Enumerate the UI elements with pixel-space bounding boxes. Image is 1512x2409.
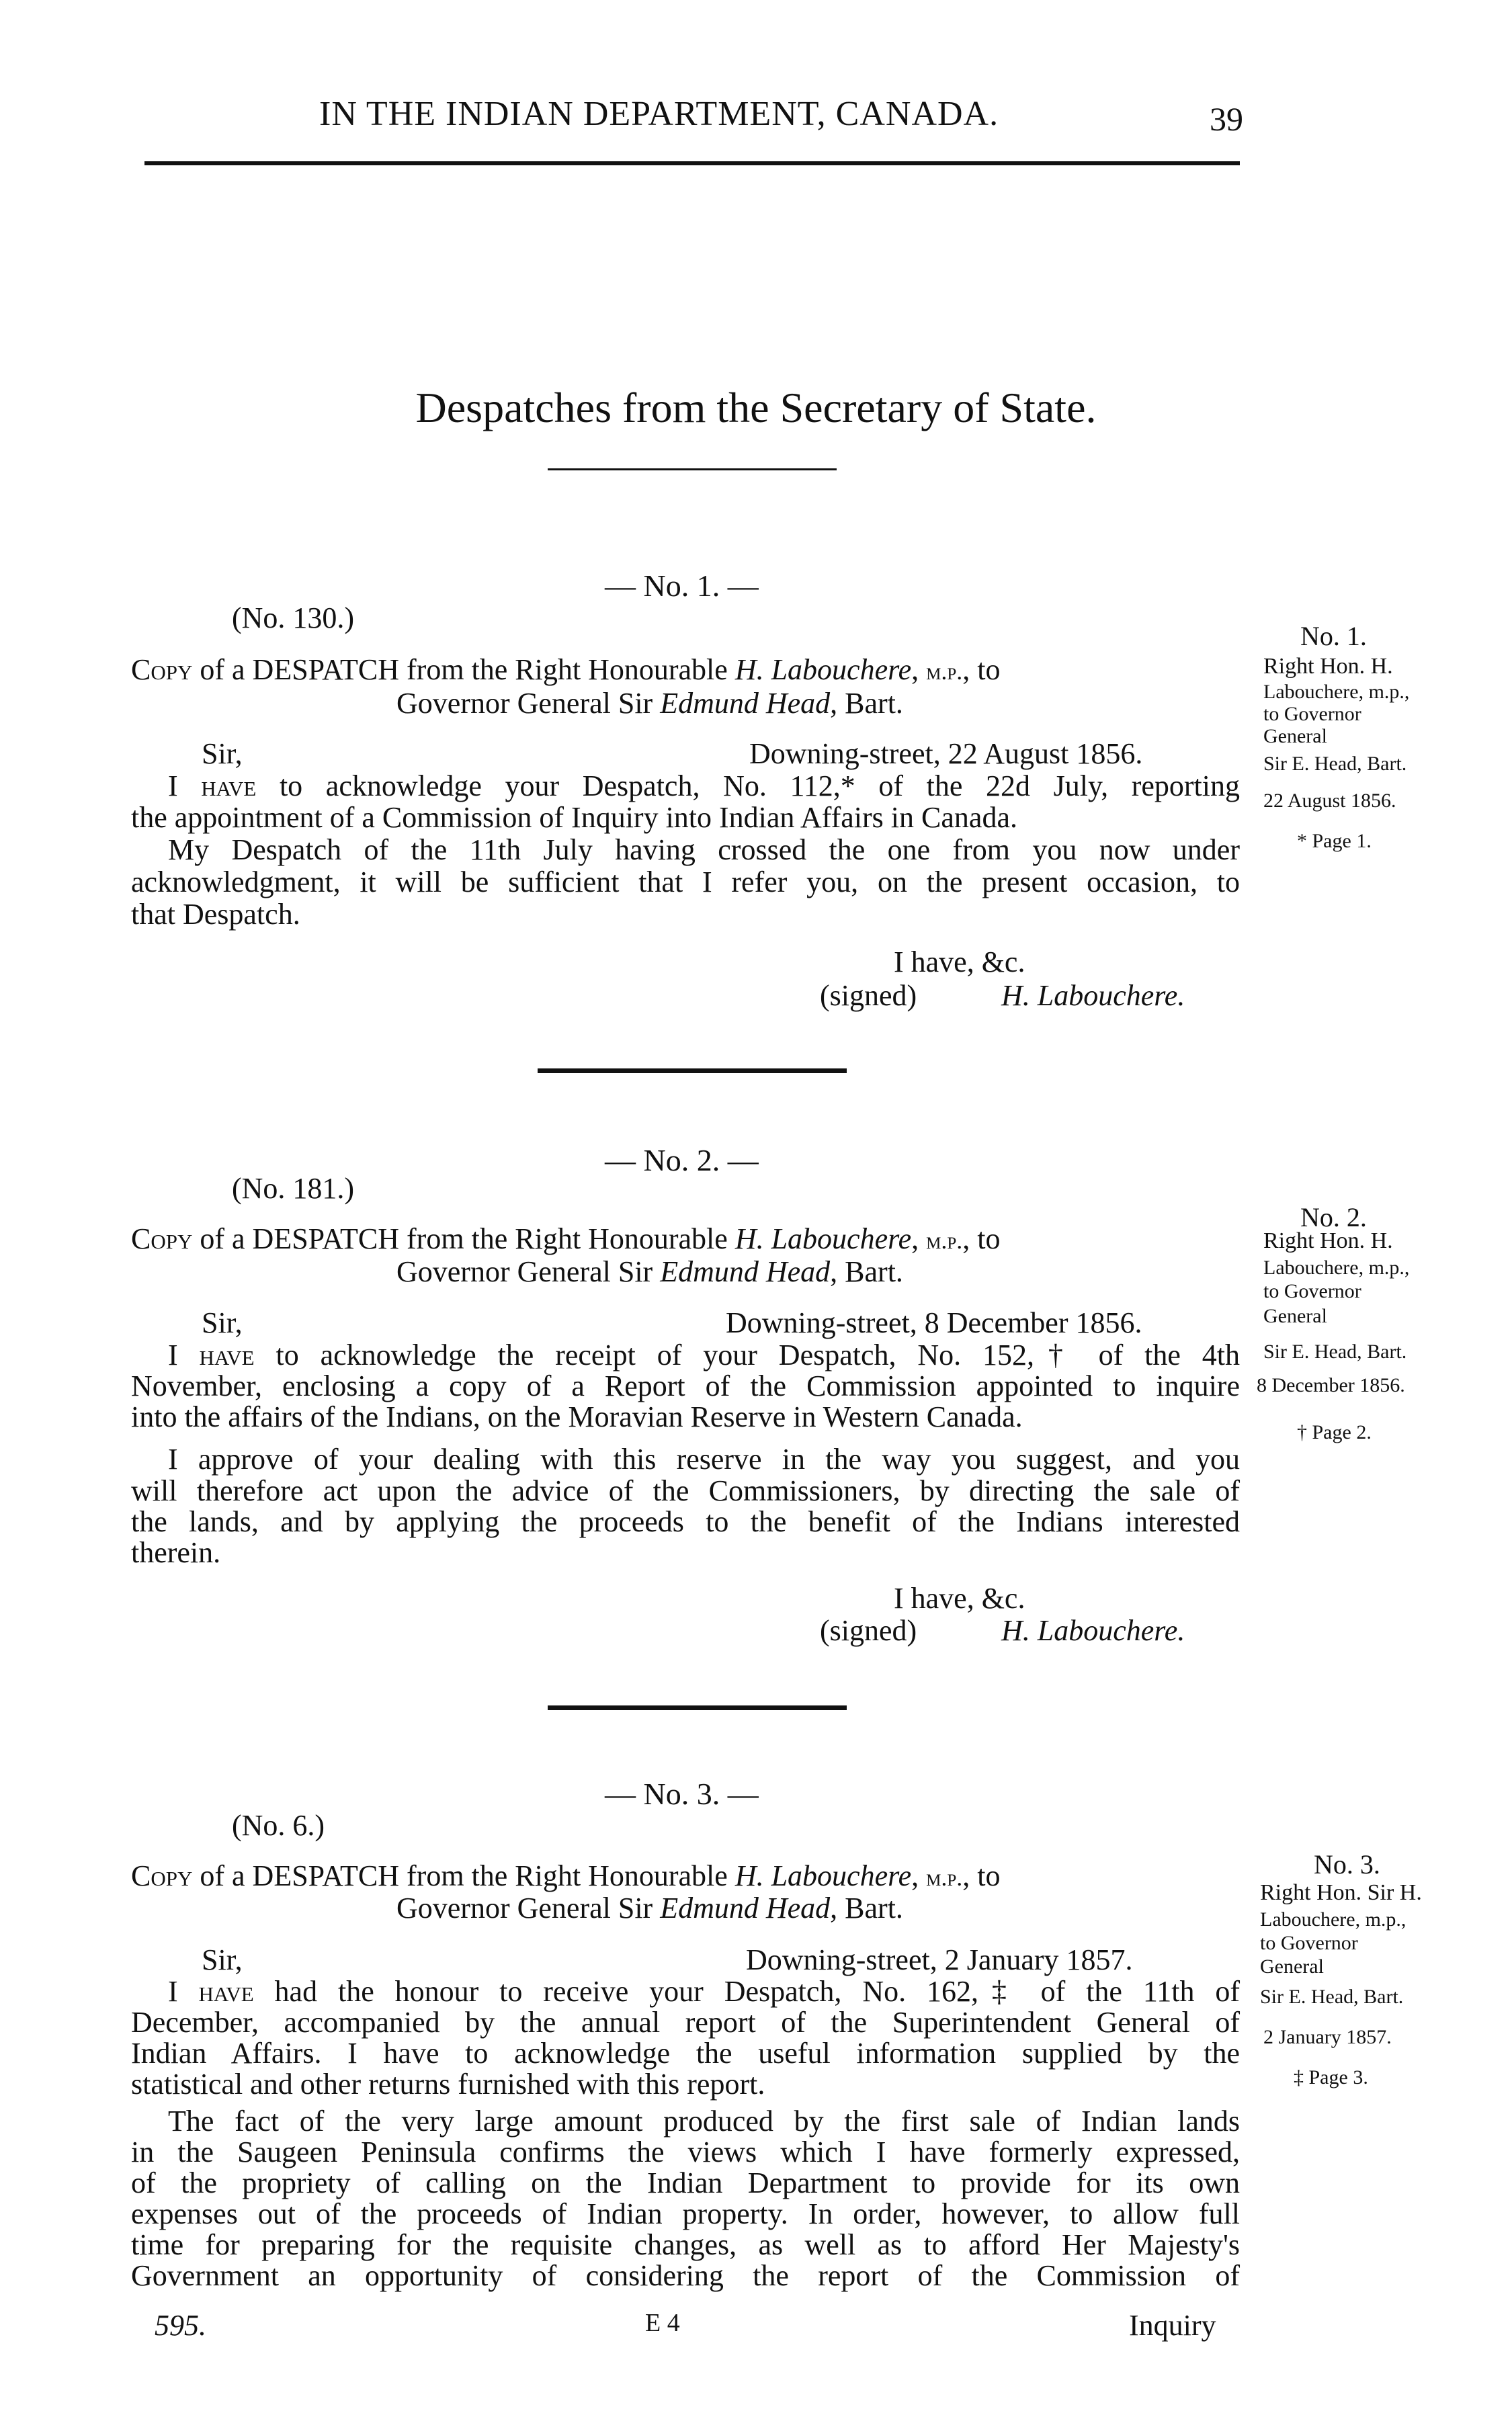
body-line: December, accompanied by the annual report of the Superintendent General of: [131, 2006, 1240, 2039]
despatch-number-heading: — No. 3. —: [605, 1777, 759, 1811]
margin-note-line: Sir E. Head, Bart.: [1263, 1341, 1407, 1363]
signed-label: (signed): [820, 979, 917, 1012]
body-line: Indian Affairs. I have to acknowledge the useful information supplied by the: [131, 2037, 1240, 2070]
body-line: I have to acknowledge the receipt of your Despatch, No. 152,† of the 4th: [168, 1339, 1240, 1371]
despatch-ref: (No. 130.): [232, 601, 355, 634]
copy-line: Copy of a DESPATCH from the Right Honourable H. Labouchere, m.p., to: [131, 653, 1001, 686]
margin-note-line: Labouchere, m.p.,: [1263, 681, 1410, 703]
running-header: [0, 94, 1512, 141]
place-date: Downing-street, 8 December 1856.: [726, 1306, 1142, 1339]
despatch-number-heading: — No. 1. —: [605, 568, 759, 603]
margin-note-line: General: [1260, 1955, 1324, 1978]
margin-note-line: to Governor: [1263, 703, 1361, 725]
margin-note-line: 2 January 1857.: [1263, 2026, 1392, 2048]
body-line: therein.: [131, 1536, 221, 1569]
closing: I have, &c.: [894, 1582, 1025, 1615]
page-number: 39: [1210, 100, 1243, 138]
body-line: My Despatch of the 11th July having crossed the one from you now under: [168, 833, 1240, 866]
body-line: acknowledgment, it will be sufficient that I refer you, on the present occasion, to: [131, 865, 1240, 898]
signature: H. Labouchere.: [1001, 1614, 1185, 1647]
margin-note-line: to Governor: [1260, 1932, 1358, 1954]
page-title: Despatches from the Secretary of State.: [415, 384, 1097, 431]
body-line: Government an opportunity of considering the report of the Commission of: [131, 2259, 1240, 2292]
body-line: I approve of your dealing with this reserve in the way you suggest, and you: [168, 1443, 1240, 1476]
margin-note-line: Right Hon. Sir H.: [1260, 1880, 1422, 1905]
salutation: Sir,: [202, 737, 243, 770]
margin-note-line: Sir E. Head, Bart.: [1263, 753, 1407, 775]
section-rule: [538, 1068, 847, 1073]
margin-footnote: ‡ Page 3.: [1294, 2066, 1368, 2088]
body-line: time for preparing for the requisite changes, as well as to afford Her Majesty's: [131, 2228, 1240, 2261]
copy-line-2: Governor General Sir Edmund Head, Bart.: [396, 1892, 903, 1925]
body-line: the appointment of a Commission of Inquiry into Indian Affairs in Canada.: [131, 801, 1017, 834]
margin-footnote: † Page 2.: [1297, 1421, 1372, 1443]
title-rule: [548, 468, 837, 470]
margin-footnote: * Page 1.: [1297, 830, 1372, 852]
margin-note-line: General: [1263, 1305, 1327, 1327]
margin-note-number: No. 2.: [1300, 1202, 1367, 1232]
despatch-ref: (No. 181.): [232, 1172, 355, 1205]
place-date: Downing-street, 22 August 1856.: [749, 737, 1143, 770]
body-line: expenses out of the proceeds of Indian property. In order, however, to allow full: [131, 2197, 1240, 2230]
signed-label: (signed): [820, 1614, 917, 1647]
copy-line: Copy of a DESPATCH from the Right Honourable H. Labouchere, m.p., to: [131, 1222, 1001, 1255]
copy-line-2: Governor General Sir Edmund Head, Bart.: [396, 1255, 903, 1288]
margin-note-number: No. 3.: [1314, 1849, 1380, 1879]
margin-note-line: to Governor: [1263, 1280, 1361, 1302]
body-line: November, enclosing a copy of a Report of the Commission appointed to inquire: [131, 1369, 1240, 1402]
despatch-ref: (No. 6.): [232, 1809, 325, 1842]
margin-note-number: No. 1.: [1300, 621, 1367, 651]
margin-note-line: Right Hon. H.: [1263, 654, 1393, 679]
place-date: Downing-street, 2 January 1857.: [746, 1943, 1133, 1976]
sender-name: H. Labouchere: [734, 1859, 912, 1892]
body-line: of the propriety of calling on the Indian Department to provide for its own: [131, 2166, 1240, 2199]
sender-name: H. Labouchere: [734, 1222, 912, 1255]
margin-note-line: General: [1263, 725, 1327, 747]
body-line: into the affairs of the Indians, on the Moravian Reserve in Western Canada.: [131, 1400, 1023, 1433]
footer-catchword: Inquiry: [1129, 2309, 1216, 2342]
body-line: will therefore act upon the advice of the Commissioners, by directing the sale of: [131, 1474, 1240, 1507]
copy-line: Copy of a DESPATCH from the Right Honourable H. Labouchere, m.p., to: [131, 1859, 1001, 1892]
margin-note-line: 22 August 1856.: [1263, 790, 1396, 812]
margin-note-line: Labouchere, m.p.,: [1263, 1257, 1410, 1279]
body-line: the lands, and by applying the proceeds to the benefit of the Indians interested: [131, 1505, 1240, 1538]
salutation: Sir,: [202, 1943, 243, 1976]
header-rule: [144, 161, 1240, 165]
footer-signature-mark: E 4: [645, 2309, 680, 2337]
margin-note-line: 8 December 1856.: [1257, 1374, 1405, 1396]
running-title: IN THE INDIAN DEPARTMENT, CANADA.: [319, 95, 999, 133]
body-line: I have to acknowledge your Despatch, No. 112,* of the 22d July, reporting: [168, 769, 1240, 802]
margin-note-line: Labouchere, m.p.,: [1260, 1908, 1406, 1931]
closing: I have, &c.: [894, 945, 1025, 978]
body-line: The fact of the very large amount produced by the first sale of Indian lands: [168, 2105, 1240, 2138]
salutation: Sir,: [202, 1306, 243, 1339]
body-line: that Despatch.: [131, 898, 300, 931]
signature: H. Labouchere.: [1001, 979, 1185, 1012]
margin-note-line: Right Hon. H.: [1263, 1228, 1393, 1253]
copy-line-2: Governor General Sir Edmund Head, Bart.: [396, 687, 903, 720]
section-rule: [548, 1705, 847, 1710]
sender-name: H. Labouchere: [734, 653, 912, 686]
footer-sheet-number: 595.: [155, 2309, 206, 2342]
body-line: I have had the honour to receive your Despatch, No. 162,‡ of the 11th of: [168, 1975, 1240, 2008]
margin-note-line: Sir E. Head, Bart.: [1260, 1986, 1404, 2008]
body-line: statistical and other returns furnished with this report.: [131, 2068, 765, 2101]
body-line: in the Saugeen Peninsula confirms the views which I have formerly expressed,: [131, 2136, 1240, 2168]
despatch-number-heading: — No. 2. —: [605, 1143, 759, 1177]
